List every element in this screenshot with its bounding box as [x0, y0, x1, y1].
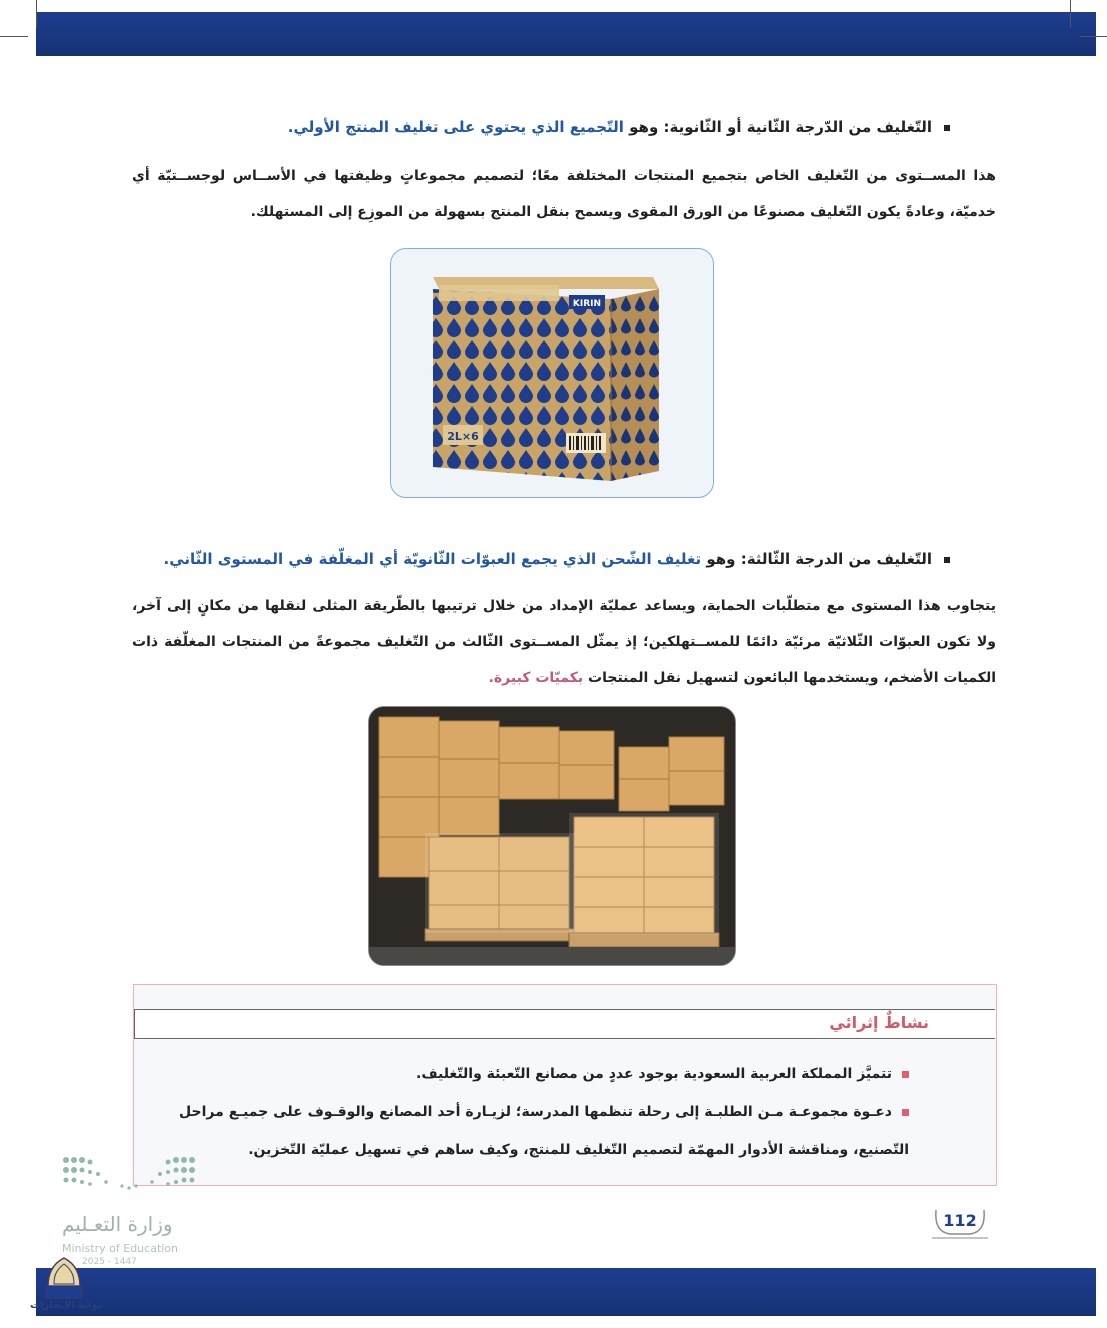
section2-paragraph-text: يتجاوب هذا المستوى مع متطلّبات الحماية، ويساعد عمليّة الإمداد من خلال ترتيبها بالطّريقة المثلى لنقلها من مكانٍ إلى آخر، ولا تكون العبوّات الثّلاثيّة مرئيّة دائمًا للمســتهلكين؛ إذ يمثّل المســتوى الثّالث من التّغليف مجموعةً من المنتجات المغلّفة ذات الكميات الأضخم، ويستخدمها البائعون لتسهيل نقل المنتجات [132, 598, 996, 686]
footer-band [36, 1268, 1096, 1316]
enrichment-activity-box [133, 984, 997, 1186]
bullet-square [944, 557, 950, 563]
box-size-label: 2L×6 [447, 430, 479, 443]
section1-paragraph: هذا المســتوى من التّغليف الخاص بتجميع المنتجات المختلفة معًا؛ لتصميم مجموعاتٍ وظيفتها في الأســاس لوجســتيّة أي خدميّة، وعادةً يكون التّغليف مصنوعًا من الورق المقوى ويسمح بنقل المنتج بسهولة من الموزِع إلى المستهلك. [132, 168, 996, 220]
section2-heading-prefix: التّغليف من الدرجة الثّالثة: وهو [706, 550, 932, 568]
section2-paragraph [132, 588, 996, 696]
pallet-boxes-illustration [369, 707, 735, 965]
barcode-icon [566, 433, 606, 453]
page-number [930, 1206, 990, 1240]
activity-header [134, 1009, 995, 1039]
ministry-logo-icon [60, 1152, 200, 1200]
page-number-text: 112 [943, 1211, 977, 1230]
header-band [36, 12, 1096, 56]
crop-mark [0, 36, 28, 37]
activity-item-text: دعـوة مجموعـة مـن الطلبـة إلى رحلة تنظمها المدرسة؛ لزيـارة أحد المصانع والوقـوف على جميـع مراحل التّصنيع، ومناقشة الأدوار المهمّة لتصميم التّغليف للمنتج، وكيف ساهم في تسهيل عمليّة التّخزين. [179, 1104, 909, 1158]
bullet-square [944, 125, 950, 131]
crop-mark [1070, 0, 1071, 28]
section1-heading [160, 118, 950, 136]
activity-item [179, 1093, 909, 1169]
box-brand-label: KIRIN [572, 299, 602, 309]
bullet-square [902, 1071, 909, 1078]
portal-logo-icon [44, 1256, 84, 1300]
section2-heading [160, 550, 950, 568]
crop-mark [1080, 36, 1107, 37]
crop-mark [36, 0, 37, 28]
activity-item [179, 1055, 909, 1093]
section1-heading-highlight: التّجميع الذي يحتوي على تغليف المنتج الأولي. [287, 118, 624, 136]
ministry-name-arabic: وزارة التعـليم [62, 1212, 173, 1236]
bullet-square [902, 1109, 909, 1116]
section1-heading-prefix: التّغليف من الدّرجة الثّانية أو الثّانوية: وهو [629, 118, 932, 136]
section2-paragraph-highlight: بكميّات كبيرة. [488, 670, 584, 686]
portal-name: بوابة الإنجازات [30, 1300, 102, 1311]
section2-heading-highlight: تغليف الشّحن الذي يجمع العبوّات الثّانويّة أي المغلّفة في المستوى الثّاني. [163, 550, 702, 568]
edition-year: 2025 - 1447 [82, 1257, 137, 1267]
activity-item-text: تتميَّز المملكة العربية السعودية بوجود عددٍ من مصانع التّعبئة والتّغليف. [416, 1066, 892, 1082]
pallet-boxes-figure [368, 706, 736, 966]
activity-title: نشاطٌ إثرائي [829, 1013, 929, 1032]
ministry-name-english: Ministry of Education [62, 1242, 179, 1255]
cardboard-box-figure [390, 248, 714, 498]
cardboard-box-illustration [391, 249, 713, 497]
